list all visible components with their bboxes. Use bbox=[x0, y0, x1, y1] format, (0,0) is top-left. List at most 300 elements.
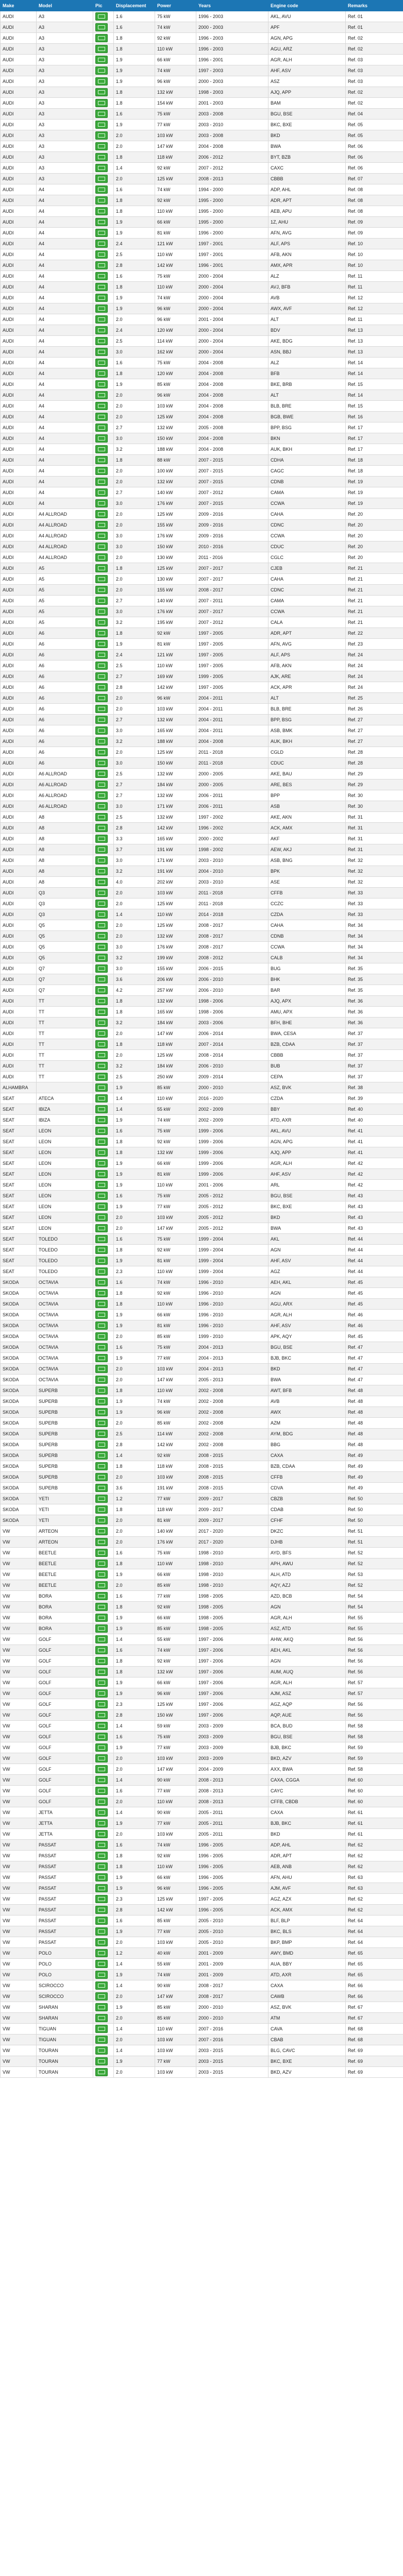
photo-icon[interactable] bbox=[95, 2003, 108, 2011]
table-row[interactable] bbox=[1, 1180, 403, 1191]
photo-icon[interactable] bbox=[95, 867, 108, 875]
table-row[interactable] bbox=[1, 11, 403, 22]
photo-icon[interactable] bbox=[95, 1862, 108, 1871]
photo-icon[interactable] bbox=[95, 1343, 108, 1351]
table-row[interactable] bbox=[1, 617, 403, 628]
photo-icon[interactable] bbox=[95, 759, 108, 767]
photo-icon[interactable] bbox=[95, 1408, 108, 1416]
photo-icon[interactable] bbox=[95, 737, 108, 745]
table-row[interactable] bbox=[1, 574, 403, 585]
photo-icon[interactable] bbox=[95, 1159, 108, 1167]
table-row[interactable] bbox=[1, 628, 403, 639]
photo-icon[interactable] bbox=[95, 250, 108, 259]
photo-icon[interactable] bbox=[95, 553, 108, 562]
photo-icon[interactable] bbox=[95, 121, 108, 129]
table-row[interactable] bbox=[1, 779, 403, 790]
table-row[interactable] bbox=[1, 466, 403, 477]
table-row[interactable] bbox=[1, 1905, 403, 1916]
table-row[interactable] bbox=[1, 2035, 403, 2045]
table-row[interactable] bbox=[1, 444, 403, 455]
photo-icon[interactable] bbox=[95, 272, 108, 280]
table-row[interactable] bbox=[1, 520, 403, 531]
table-row[interactable] bbox=[1, 866, 403, 877]
table-row[interactable] bbox=[1, 433, 403, 444]
table-row[interactable] bbox=[1, 563, 403, 574]
photo-icon[interactable] bbox=[95, 1430, 108, 1438]
photo-icon[interactable] bbox=[95, 651, 108, 659]
photo-icon[interactable] bbox=[95, 1581, 108, 1589]
photo-icon[interactable] bbox=[95, 1798, 108, 1806]
table-row[interactable] bbox=[1, 422, 403, 433]
table-row[interactable] bbox=[1, 141, 403, 152]
table-row[interactable] bbox=[1, 1072, 403, 1082]
photo-icon[interactable] bbox=[95, 218, 108, 226]
photo-icon[interactable] bbox=[95, 586, 108, 594]
photo-icon[interactable] bbox=[95, 2025, 108, 2033]
photo-icon[interactable] bbox=[95, 921, 108, 929]
table-row[interactable] bbox=[1, 942, 403, 953]
table-row[interactable] bbox=[1, 1331, 403, 1342]
photo-icon[interactable] bbox=[95, 1440, 108, 1449]
photo-icon[interactable] bbox=[95, 1787, 108, 1795]
photo-icon[interactable] bbox=[95, 1148, 108, 1157]
photo-icon[interactable] bbox=[95, 1603, 108, 1611]
photo-icon[interactable] bbox=[95, 1354, 108, 1362]
table-row[interactable] bbox=[1, 1677, 403, 1688]
photo-icon[interactable] bbox=[95, 1073, 108, 1081]
table-row[interactable] bbox=[1, 1623, 403, 1634]
photo-icon[interactable] bbox=[95, 34, 108, 42]
table-row[interactable] bbox=[1, 606, 403, 617]
photo-icon[interactable] bbox=[95, 683, 108, 691]
table-row[interactable] bbox=[1, 1137, 403, 1147]
table-row[interactable] bbox=[1, 1126, 403, 1137]
table-row[interactable] bbox=[1, 931, 403, 942]
table-row[interactable] bbox=[1, 1147, 403, 1158]
photo-icon[interactable] bbox=[95, 66, 108, 75]
table-row[interactable] bbox=[1, 1926, 403, 1937]
header-displacement[interactable]: Displacement bbox=[114, 1, 155, 11]
photo-icon[interactable] bbox=[95, 1105, 108, 1113]
table-row[interactable] bbox=[1, 336, 403, 347]
photo-icon[interactable] bbox=[95, 1116, 108, 1124]
photo-icon[interactable] bbox=[95, 380, 108, 388]
table-row[interactable] bbox=[1, 379, 403, 390]
table-row[interactable] bbox=[1, 163, 403, 174]
photo-icon[interactable] bbox=[95, 1635, 108, 1643]
table-row[interactable] bbox=[1, 498, 403, 509]
photo-icon[interactable] bbox=[95, 1202, 108, 1211]
table-row[interactable] bbox=[1, 217, 403, 228]
photo-icon[interactable] bbox=[95, 1192, 108, 1200]
photo-icon[interactable] bbox=[95, 1224, 108, 1232]
photo-icon[interactable] bbox=[95, 835, 108, 843]
photo-icon[interactable] bbox=[95, 932, 108, 940]
table-row[interactable] bbox=[1, 1018, 403, 1028]
photo-icon[interactable] bbox=[95, 240, 108, 248]
table-row[interactable] bbox=[1, 693, 403, 704]
photo-icon[interactable] bbox=[95, 1019, 108, 1027]
photo-icon[interactable] bbox=[95, 2057, 108, 2065]
table-row[interactable] bbox=[1, 985, 403, 996]
table-row[interactable] bbox=[1, 1645, 403, 1656]
table-row[interactable] bbox=[1, 650, 403, 660]
photo-icon[interactable] bbox=[95, 878, 108, 886]
table-row[interactable] bbox=[1, 1883, 403, 1894]
photo-icon[interactable] bbox=[95, 369, 108, 378]
photo-icon[interactable] bbox=[95, 229, 108, 237]
table-row[interactable] bbox=[1, 1450, 403, 1461]
photo-icon[interactable] bbox=[95, 77, 108, 86]
table-row[interactable] bbox=[1, 1407, 403, 1418]
photo-icon[interactable] bbox=[95, 1300, 108, 1308]
photo-icon[interactable] bbox=[95, 1808, 108, 1817]
table-row[interactable] bbox=[1, 1310, 403, 1320]
photo-icon[interactable] bbox=[95, 261, 108, 269]
photo-icon[interactable] bbox=[95, 185, 108, 194]
table-row[interactable] bbox=[1, 1158, 403, 1169]
table-row[interactable] bbox=[1, 87, 403, 98]
table-row[interactable] bbox=[1, 455, 403, 466]
table-row[interactable] bbox=[1, 1970, 403, 1980]
photo-icon[interactable] bbox=[95, 1765, 108, 1773]
table-row[interactable] bbox=[1, 1602, 403, 1613]
table-row[interactable] bbox=[1, 790, 403, 801]
table-row[interactable] bbox=[1, 98, 403, 109]
table-row[interactable] bbox=[1, 877, 403, 888]
table-row[interactable] bbox=[1, 1721, 403, 1732]
table-row[interactable] bbox=[1, 1818, 403, 1829]
table-row[interactable] bbox=[1, 1277, 403, 1288]
photo-icon[interactable] bbox=[95, 23, 108, 31]
table-row[interactable] bbox=[1, 1699, 403, 1710]
table-row[interactable] bbox=[1, 909, 403, 920]
table-row[interactable] bbox=[1, 541, 403, 552]
photo-icon[interactable] bbox=[95, 845, 108, 854]
photo-icon[interactable] bbox=[95, 1733, 108, 1741]
table-row[interactable] bbox=[1, 639, 403, 650]
photo-icon[interactable] bbox=[95, 1419, 108, 1427]
table-row[interactable] bbox=[1, 1212, 403, 1223]
photo-icon[interactable] bbox=[95, 618, 108, 626]
table-row[interactable] bbox=[1, 725, 403, 736]
table-row[interactable] bbox=[1, 1591, 403, 1602]
photo-icon[interactable] bbox=[95, 900, 108, 908]
table-row[interactable] bbox=[1, 1667, 403, 1677]
table-row[interactable] bbox=[1, 1634, 403, 1645]
table-row[interactable] bbox=[1, 1483, 403, 1494]
photo-icon[interactable] bbox=[95, 521, 108, 529]
table-row[interactable] bbox=[1, 660, 403, 671]
photo-icon[interactable] bbox=[95, 1235, 108, 1243]
table-row[interactable] bbox=[1, 174, 403, 184]
photo-icon[interactable] bbox=[95, 391, 108, 399]
table-row[interactable] bbox=[1, 303, 403, 314]
photo-icon[interactable] bbox=[95, 802, 108, 810]
photo-icon[interactable] bbox=[95, 488, 108, 497]
table-row[interactable] bbox=[1, 1894, 403, 1905]
photo-icon[interactable] bbox=[95, 975, 108, 984]
photo-icon[interactable] bbox=[95, 326, 108, 334]
table-row[interactable] bbox=[1, 747, 403, 758]
photo-icon[interactable] bbox=[95, 283, 108, 291]
photo-icon[interactable] bbox=[95, 662, 108, 670]
photo-icon[interactable] bbox=[95, 1938, 108, 1946]
table-row[interactable] bbox=[1, 1104, 403, 1115]
photo-icon[interactable] bbox=[95, 1332, 108, 1341]
table-row[interactable] bbox=[1, 325, 403, 336]
table-row[interactable] bbox=[1, 704, 403, 715]
photo-icon[interactable] bbox=[95, 207, 108, 215]
photo-icon[interactable] bbox=[95, 1094, 108, 1103]
table-row[interactable] bbox=[1, 2002, 403, 2013]
photo-icon[interactable] bbox=[95, 315, 108, 324]
photo-icon[interactable] bbox=[95, 543, 108, 551]
photo-icon[interactable] bbox=[95, 1927, 108, 1936]
table-row[interactable] bbox=[1, 812, 403, 823]
photo-icon[interactable] bbox=[95, 813, 108, 821]
table-row[interactable] bbox=[1, 1299, 403, 1310]
photo-icon[interactable] bbox=[95, 1040, 108, 1048]
photo-icon[interactable] bbox=[95, 510, 108, 518]
photo-icon[interactable] bbox=[95, 1505, 108, 1514]
header-engine-code[interactable]: Engine code bbox=[268, 1, 346, 11]
table-row[interactable] bbox=[1, 1061, 403, 1072]
photo-icon[interactable] bbox=[95, 1906, 108, 1914]
table-row[interactable] bbox=[1, 1829, 403, 1840]
photo-icon[interactable] bbox=[95, 445, 108, 453]
photo-icon[interactable] bbox=[95, 770, 108, 778]
photo-icon[interactable] bbox=[95, 1624, 108, 1633]
photo-icon[interactable] bbox=[95, 964, 108, 973]
photo-icon[interactable] bbox=[95, 726, 108, 735]
table-row[interactable] bbox=[1, 1288, 403, 1299]
table-row[interactable] bbox=[1, 1656, 403, 1667]
table-row[interactable] bbox=[1, 130, 403, 141]
table-row[interactable] bbox=[1, 834, 403, 844]
table-row[interactable] bbox=[1, 1807, 403, 1818]
table-row[interactable] bbox=[1, 823, 403, 834]
photo-icon[interactable] bbox=[95, 348, 108, 356]
table-row[interactable] bbox=[1, 487, 403, 498]
photo-icon[interactable] bbox=[95, 423, 108, 432]
photo-icon[interactable] bbox=[95, 467, 108, 475]
table-row[interactable] bbox=[1, 1082, 403, 1093]
table-row[interactable] bbox=[1, 1039, 403, 1050]
table-row[interactable] bbox=[1, 1472, 403, 1483]
header-make[interactable]: Make bbox=[1, 1, 37, 11]
photo-icon[interactable] bbox=[95, 175, 108, 183]
photo-icon[interactable] bbox=[95, 1657, 108, 1665]
photo-icon[interactable] bbox=[95, 1538, 108, 1546]
table-row[interactable] bbox=[1, 1797, 403, 1807]
table-row[interactable] bbox=[1, 1050, 403, 1061]
photo-icon[interactable] bbox=[95, 1321, 108, 1330]
table-row[interactable] bbox=[1, 1786, 403, 1797]
table-row[interactable] bbox=[1, 953, 403, 963]
photo-icon[interactable] bbox=[95, 1776, 108, 1784]
photo-icon[interactable] bbox=[95, 1311, 108, 1319]
table-row[interactable] bbox=[1, 282, 403, 293]
table-row[interactable] bbox=[1, 2024, 403, 2035]
photo-icon[interactable] bbox=[95, 889, 108, 897]
table-row[interactable] bbox=[1, 585, 403, 596]
photo-icon[interactable] bbox=[95, 164, 108, 172]
table-row[interactable] bbox=[1, 801, 403, 812]
photo-icon[interactable] bbox=[95, 1981, 108, 1990]
photo-icon[interactable] bbox=[95, 1700, 108, 1708]
photo-icon[interactable] bbox=[95, 1754, 108, 1762]
header-years[interactable]: Years bbox=[196, 1, 268, 11]
table-row[interactable] bbox=[1, 271, 403, 282]
table-row[interactable] bbox=[1, 1764, 403, 1775]
table-row[interactable] bbox=[1, 1385, 403, 1396]
table-row[interactable] bbox=[1, 22, 403, 33]
photo-icon[interactable] bbox=[95, 131, 108, 140]
photo-icon[interactable] bbox=[95, 705, 108, 713]
table-row[interactable] bbox=[1, 888, 403, 899]
table-row[interactable] bbox=[1, 1353, 403, 1364]
table-row[interactable] bbox=[1, 1937, 403, 1948]
table-row[interactable] bbox=[1, 1916, 403, 1926]
table-row[interactable] bbox=[1, 1980, 403, 1991]
table-row[interactable] bbox=[1, 769, 403, 779]
photo-icon[interactable] bbox=[95, 88, 108, 96]
table-row[interactable] bbox=[1, 920, 403, 931]
table-row[interactable] bbox=[1, 1494, 403, 1504]
photo-icon[interactable] bbox=[95, 413, 108, 421]
photo-icon[interactable] bbox=[95, 1376, 108, 1384]
table-row[interactable] bbox=[1, 1256, 403, 1266]
photo-icon[interactable] bbox=[95, 1570, 108, 1579]
photo-icon[interactable] bbox=[95, 1819, 108, 1827]
table-row[interactable] bbox=[1, 1558, 403, 1569]
table-row[interactable] bbox=[1, 33, 403, 44]
photo-icon[interactable] bbox=[95, 1138, 108, 1146]
photo-icon[interactable] bbox=[95, 1397, 108, 1405]
table-row[interactable] bbox=[1, 1548, 403, 1558]
table-row[interactable] bbox=[1, 1093, 403, 1104]
table-row[interactable] bbox=[1, 55, 403, 65]
photo-icon[interactable] bbox=[95, 1051, 108, 1059]
table-row[interactable] bbox=[1, 1959, 403, 1970]
photo-icon[interactable] bbox=[95, 791, 108, 800]
table-row[interactable] bbox=[1, 1710, 403, 1721]
photo-icon[interactable] bbox=[95, 434, 108, 443]
table-row[interactable] bbox=[1, 65, 403, 76]
table-row[interactable] bbox=[1, 682, 403, 693]
table-row[interactable] bbox=[1, 1613, 403, 1623]
photo-icon[interactable] bbox=[95, 943, 108, 951]
photo-icon[interactable] bbox=[95, 2014, 108, 2022]
table-row[interactable] bbox=[1, 76, 403, 87]
photo-icon[interactable] bbox=[95, 1549, 108, 1557]
table-row[interactable] bbox=[1, 1753, 403, 1764]
table-row[interactable] bbox=[1, 1948, 403, 1959]
photo-icon[interactable] bbox=[95, 607, 108, 616]
photo-icon[interactable] bbox=[95, 1960, 108, 1968]
photo-icon[interactable] bbox=[95, 99, 108, 107]
table-row[interactable] bbox=[1, 1872, 403, 1883]
photo-icon[interactable] bbox=[95, 402, 108, 410]
table-row[interactable] bbox=[1, 855, 403, 866]
photo-icon[interactable] bbox=[95, 1917, 108, 1925]
photo-icon[interactable] bbox=[95, 1365, 108, 1373]
table-row[interactable] bbox=[1, 1537, 403, 1548]
table-row[interactable] bbox=[1, 477, 403, 487]
table-row[interactable] bbox=[1, 293, 403, 303]
photo-icon[interactable] bbox=[95, 748, 108, 756]
photo-icon[interactable] bbox=[95, 1592, 108, 1600]
photo-icon[interactable] bbox=[95, 1560, 108, 1568]
table-row[interactable] bbox=[1, 2013, 403, 2024]
table-row[interactable] bbox=[1, 1688, 403, 1699]
table-row[interactable] bbox=[1, 1439, 403, 1450]
table-row[interactable] bbox=[1, 347, 403, 358]
table-row[interactable] bbox=[1, 1840, 403, 1851]
table-row[interactable] bbox=[1, 152, 403, 163]
photo-icon[interactable] bbox=[95, 1679, 108, 1687]
table-row[interactable] bbox=[1, 1569, 403, 1580]
table-row[interactable] bbox=[1, 1169, 403, 1180]
photo-icon[interactable] bbox=[95, 672, 108, 681]
table-row[interactable] bbox=[1, 974, 403, 985]
table-row[interactable] bbox=[1, 1396, 403, 1407]
table-row[interactable] bbox=[1, 1580, 403, 1591]
photo-icon[interactable] bbox=[95, 1289, 108, 1297]
photo-icon[interactable] bbox=[95, 1949, 108, 1957]
photo-icon[interactable] bbox=[95, 986, 108, 994]
table-row[interactable] bbox=[1, 412, 403, 422]
photo-icon[interactable] bbox=[95, 1527, 108, 1535]
photo-icon[interactable] bbox=[95, 56, 108, 64]
table-row[interactable] bbox=[1, 1245, 403, 1256]
photo-icon[interactable] bbox=[95, 1062, 108, 1070]
table-row[interactable] bbox=[1, 758, 403, 769]
photo-icon[interactable] bbox=[95, 456, 108, 464]
photo-icon[interactable] bbox=[95, 856, 108, 865]
table-row[interactable] bbox=[1, 1461, 403, 1472]
photo-icon[interactable] bbox=[95, 1668, 108, 1676]
table-row[interactable] bbox=[1, 260, 403, 271]
photo-icon[interactable] bbox=[95, 1495, 108, 1503]
table-row[interactable] bbox=[1, 1991, 403, 2002]
table-row[interactable] bbox=[1, 184, 403, 195]
photo-icon[interactable] bbox=[95, 575, 108, 583]
photo-icon[interactable] bbox=[95, 1278, 108, 1286]
table-row[interactable] bbox=[1, 715, 403, 725]
table-row[interactable] bbox=[1, 401, 403, 412]
photo-icon[interactable] bbox=[95, 294, 108, 302]
table-row[interactable] bbox=[1, 206, 403, 217]
table-row[interactable] bbox=[1, 996, 403, 1007]
photo-icon[interactable] bbox=[95, 997, 108, 1005]
table-row[interactable] bbox=[1, 390, 403, 401]
table-row[interactable] bbox=[1, 1775, 403, 1786]
photo-icon[interactable] bbox=[95, 110, 108, 118]
table-row[interactable] bbox=[1, 228, 403, 239]
table-row[interactable] bbox=[1, 1223, 403, 1234]
photo-icon[interactable] bbox=[95, 478, 108, 486]
photo-icon[interactable] bbox=[95, 2046, 108, 2055]
photo-icon[interactable] bbox=[95, 1852, 108, 1860]
photo-icon[interactable] bbox=[95, 629, 108, 637]
table-row[interactable] bbox=[1, 844, 403, 855]
photo-icon[interactable] bbox=[95, 1614, 108, 1622]
photo-icon[interactable] bbox=[95, 1689, 108, 1698]
photo-icon[interactable] bbox=[95, 910, 108, 919]
photo-icon[interactable] bbox=[95, 1711, 108, 1719]
